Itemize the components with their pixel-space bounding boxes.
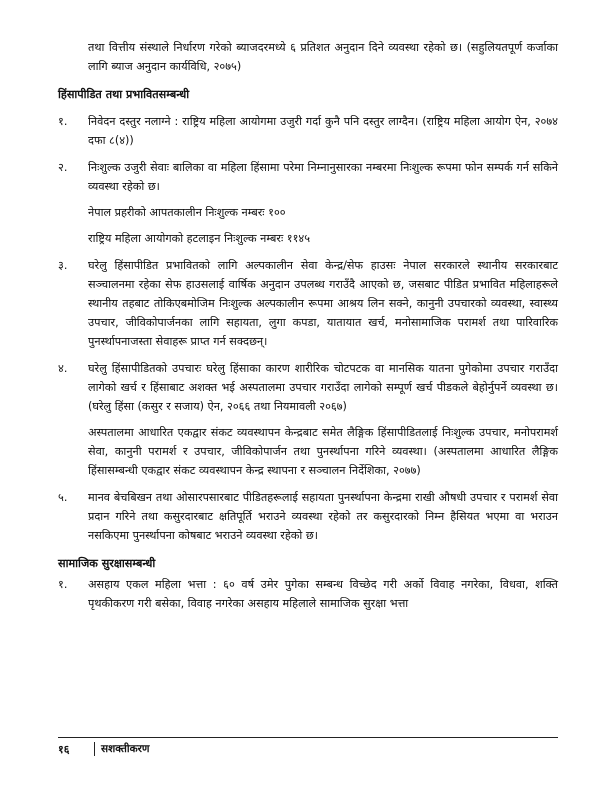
list-item [58, 112, 558, 150]
section-heading-social-security: सामाजिक सुरक्षासम्बन्धी [58, 557, 156, 570]
item-paragraph: घरेलु हिंसापीडितको उपचारः घरेलु हिंसाका कारण शारीरिक चोटपटक वा मानसिक यातना पुगेकोमा उपचार गराउँदा लागेको खर्च र हिंसाबाट अशक्त भई अस्पतालमा उपचार गराउँदा लागेको सम्पूर्ण खर्च पीडकले बेहोर्नुपर्ने व्यवस्था छ। (घरेलु हिंसा (कसुर र सजाय) ऐन, २०६६ तथा नियमावली २०६७) [88, 362, 558, 413]
item-number: ३. [58, 259, 68, 272]
list-item [58, 488, 558, 545]
list-item [58, 158, 558, 248]
list-item [58, 256, 558, 351]
list-item [58, 359, 558, 480]
footer-title: सशक्तीकरण [94, 742, 150, 756]
item-paragraph: निवेदन दस्तुर नलाग्ने : राष्ट्रिय महिला आयोगमा उजुरी गर्दा कुनै पनि दस्तुर लाग्दैन। (राष्ट्रिय महिला आयोग ऐन, २०७४ दफा ८(४)) [88, 115, 558, 147]
item-number: ४. [58, 362, 68, 375]
police-hotline: नेपाल प्रहरीको आपतकालीन निःशुल्क नम्बरः १०० [88, 206, 286, 219]
item-paragraph: असहाय एकल महिला भत्ता : ६० वर्ष उमेर पुगेका सम्बन्ध विच्छेद गरी अर्को विवाह नगरेका, विधवा, शक्ति पृथकीकरण गरी बसेका, विवाह नगरेका असहाय महिलाले सामाजिक सुरक्षा भत्ता [88, 578, 558, 610]
item-paragraph: निःशुल्क उजुरी सेवाः बालिका वा महिला हिंसामा परेमा निम्नानुसारका नम्बरमा निःशुल्क रूपमा फोन सम्पर्क गर्न सकिने व्यवस्था रहेको छ। [88, 161, 558, 193]
page-content [58, 38, 558, 613]
intro-paragraph: तथा वित्तीय संस्थाले निर्धारण गरेको ब्याजदरमध्ये ६ प्रतिशत अनुदान दिने व्यवस्था रहेको छ। (सहुलियतपूर्ण कर्जाका लागि ब्याज अनुदान कार्यविधि, २०७५) [88, 41, 558, 73]
item-paragraph: घरेलु हिंसापीडित प्रभावितको लागि अल्पकालीन सेवा केन्द्र/सेफ हाउसः नेपाल सरकारले स्थानीय सरकारबाट सञ्चालनमा रहेका सेफ हाउसलाई वार्षिक अनुदान उपलब्ध गराउँदै आएको छ, जसबाट पीडित प्रभावित महिलाहरूले स्थानीय तहबाट तोकिएबमोजिम निःशुल्क अल्पकालीन रूपमा आश्रय लिन सक्ने, कानुनी उपचारको व्यवस्था, स्वास्थ्य उपचार, जीविकोपार्जनका लागि सहायता, लुगा कपडा, यातायात खर्च, मनोसामाजिक परामर्श तथा पारिवारिक पुनर्स्थापनाजस्ता सेवाहरू प्राप्त गर्न सक्दछन्। [88, 259, 558, 348]
item-number: १. [58, 578, 68, 591]
item-number: ५. [58, 491, 68, 504]
list-item [58, 575, 558, 613]
item-paragraph: मानव बेचबिखन तथा ओसारपसारबाट पीडितहरूलाई सहायता पुनर्स्थापना केन्द्रमा राखी औषधी उपचार र परामर्श सेवा प्रदान गरिने तथा कसुरदारबाट क्षतिपूर्ति भराउने व्यवस्था रहेको तर कसुरदारको निम्न हैसियत भएमा वा भराउन नसकिएमा पुनर्स्थापना कोषबाट भराउने व्यवस्था रहेको छ। [88, 491, 558, 542]
item-number: २. [58, 161, 68, 174]
item-paragraph: अस्पतालमा आधारित एकद्वार संकट व्यवस्थापन केन्द्रबाट समेत लैङ्गिक हिंसापीडितलाई निःशुल्क उपचार, मनोपरामर्श सेवा, कानुनी परामर्श र उपचार, जीविकोपार्जन तथा पुनर्स्थापना गरिने व्यवस्था। (अस्पतालमा आधारित लैङ्गिक हिंसासम्बन्धी एकद्वार संकट व्यवस्थापन केन्द्र स्थापना र सञ्चालन निर्देशिका, २०७७) [88, 426, 558, 477]
section-heading-violence: हिंसापीडित तथा प्रभावितसम्बन्धी [58, 88, 190, 101]
page-footer [58, 737, 558, 760]
item-number: १. [58, 115, 68, 128]
commission-hotline: राष्ट्रिय महिला आयोगको हटलाइन निःशुल्क नम्बरः ११४५ [88, 232, 311, 245]
page-number: १६ [58, 742, 70, 756]
